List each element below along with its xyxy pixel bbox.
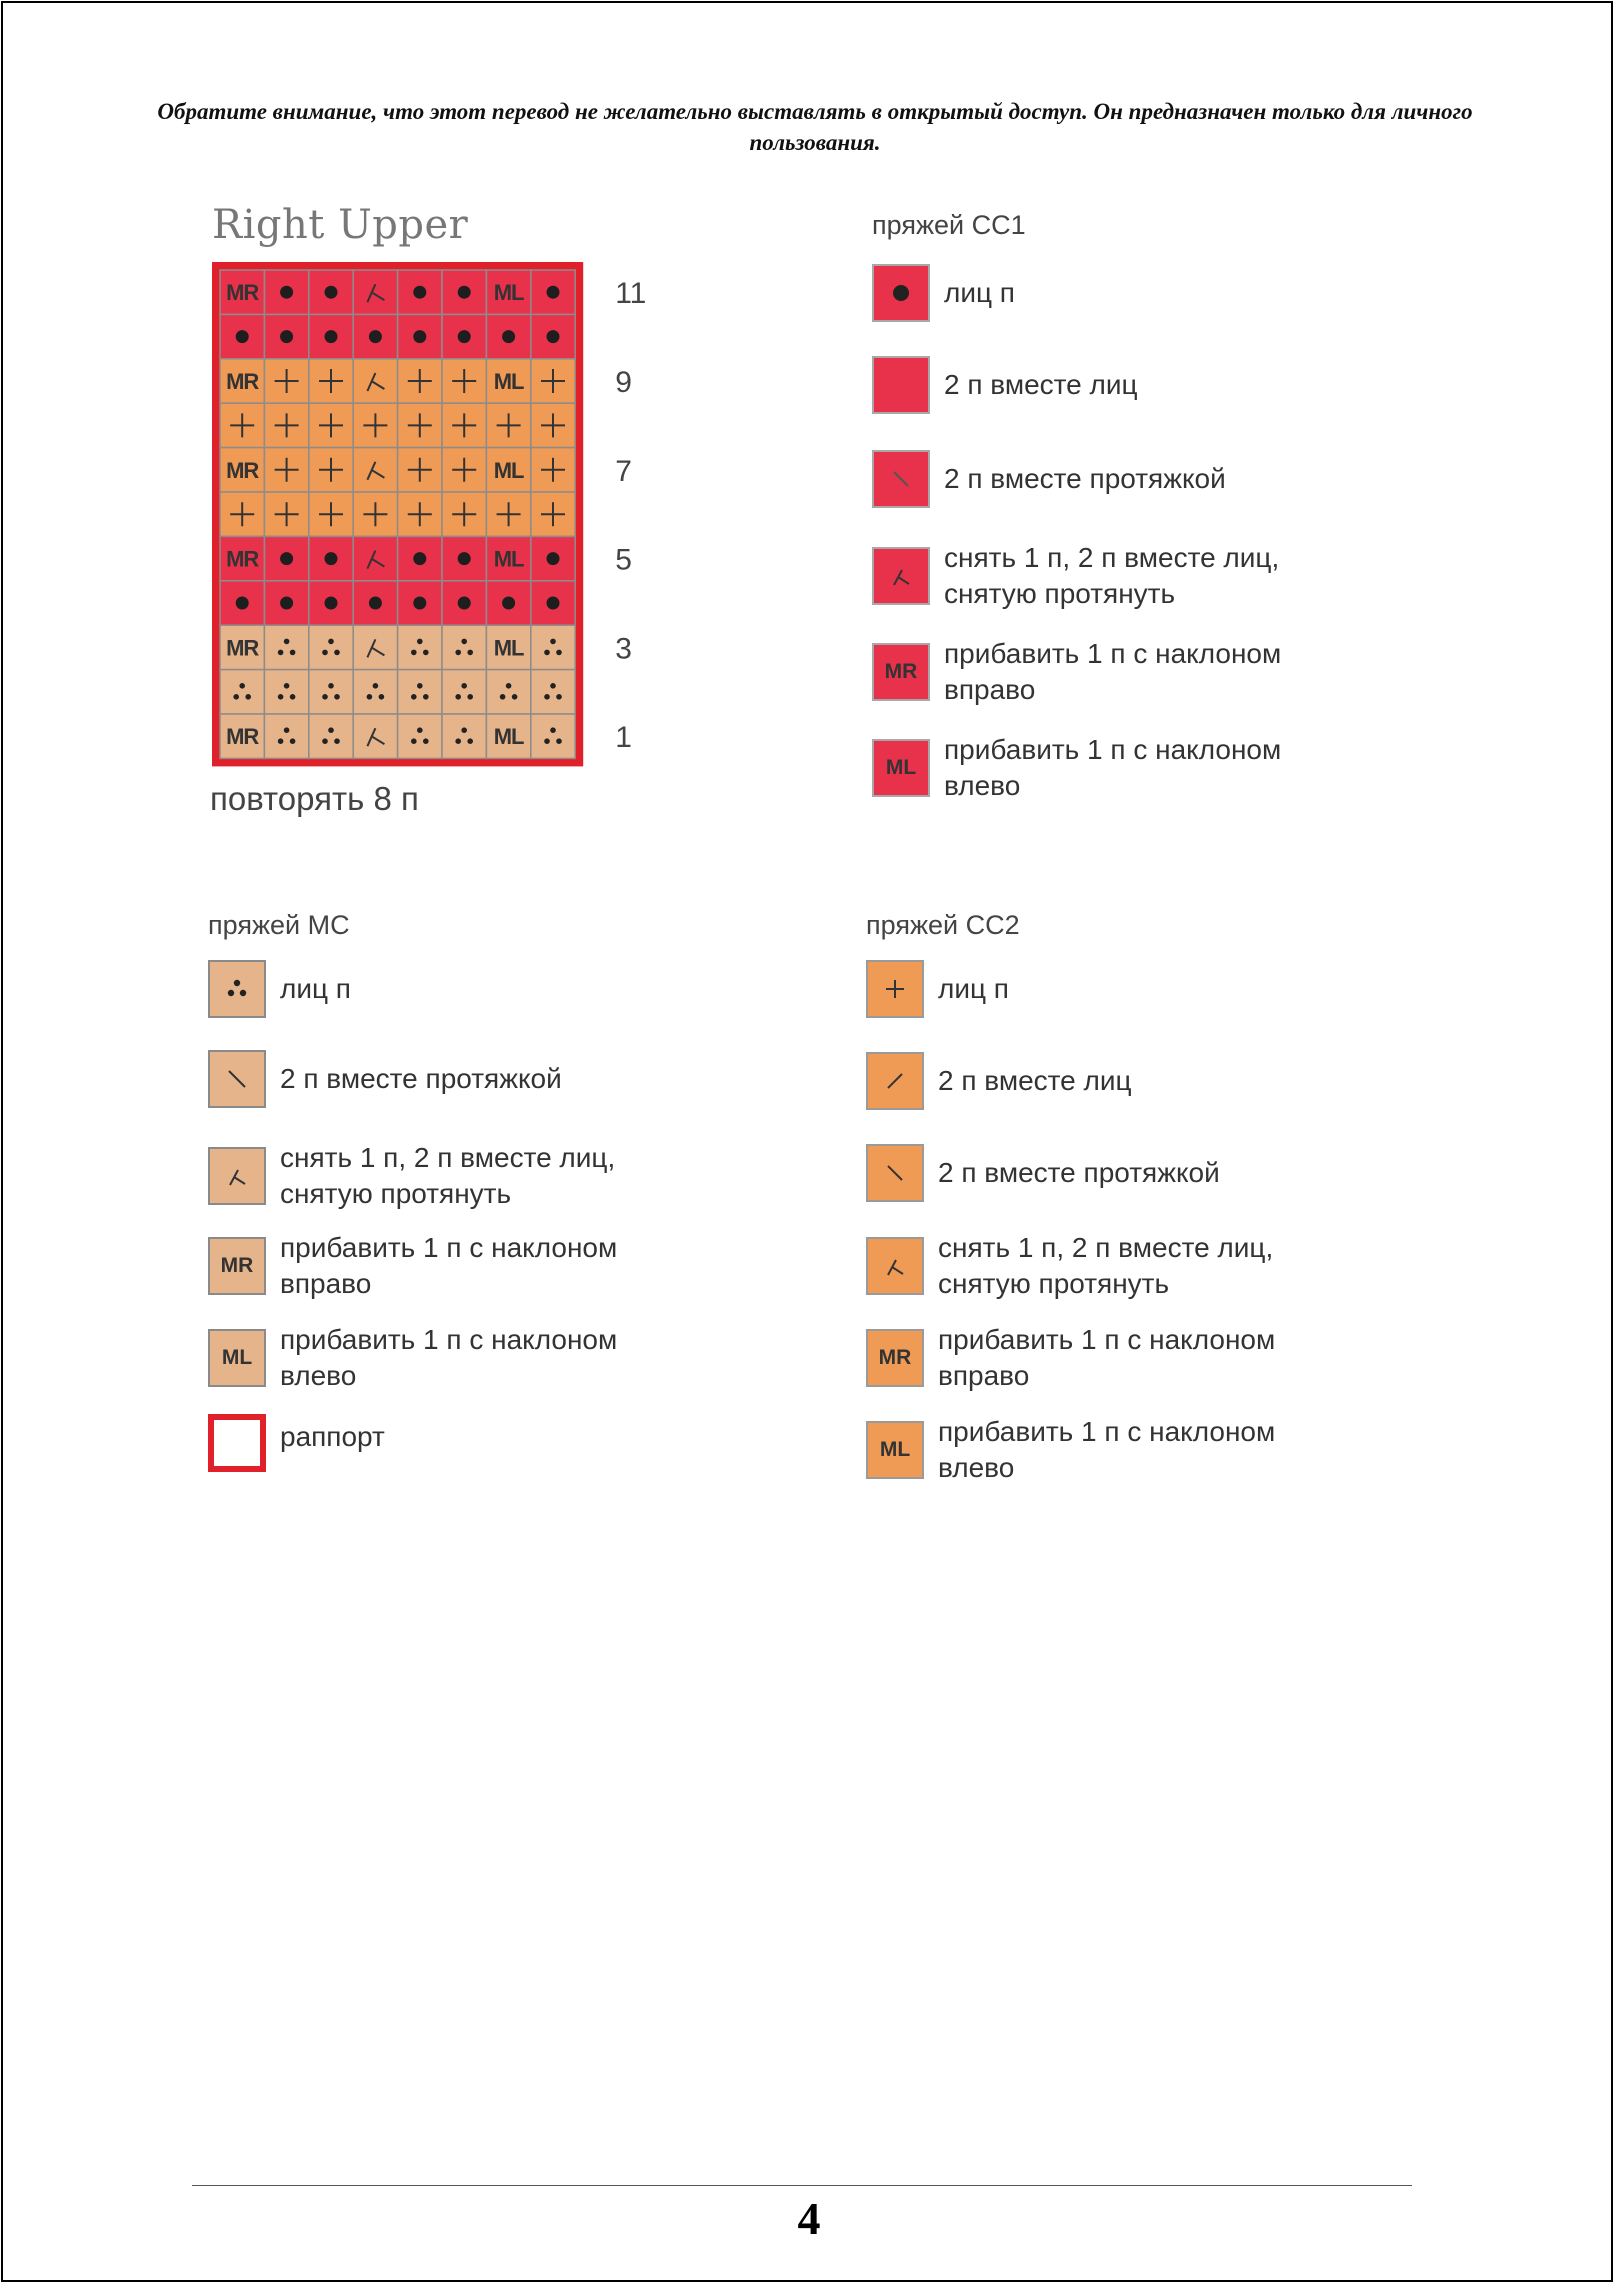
svg-text:ML: ML <box>493 280 524 306</box>
chart-cell-dot <box>442 314 486 358</box>
svg-text:MR: MR <box>226 724 259 750</box>
legend-cc1-ml <box>872 732 1281 804</box>
chart-cell-MR <box>220 536 264 580</box>
chart-cell-tri <box>442 714 486 758</box>
page-number: 4 <box>797 2193 821 2244</box>
svg-text:MR: MR <box>226 369 259 394</box>
chart-cell-dot <box>531 581 575 625</box>
row-number: 3 <box>615 632 632 666</box>
slip-decrease-icon <box>208 1147 266 1205</box>
legend-cc1 <box>872 210 1432 830</box>
chart-cell-plus <box>264 359 308 403</box>
svg-text:MR: MR <box>226 457 259 483</box>
chart-cell-tri <box>442 670 486 714</box>
legend-mc-ssk <box>208 1050 562 1108</box>
chart-cell-dot <box>442 581 486 625</box>
chart-cell-tri <box>264 670 308 714</box>
chart-cell-plus <box>309 359 353 403</box>
chart-cell-dot <box>309 314 353 358</box>
chart-cell-dot <box>309 536 353 580</box>
legend-cc1-knit <box>872 264 1015 322</box>
chart-cell-ML <box>486 714 530 758</box>
row-number: 9 <box>615 366 632 399</box>
chart-cell-tri <box>353 670 397 714</box>
legend-label: прибавить 1 п с наклоном влево <box>280 1324 618 1391</box>
legend-label: лиц п <box>280 973 351 1004</box>
chart-title: Right Upper <box>212 202 469 248</box>
legend-cc2-sk2p <box>866 1230 1273 1302</box>
legend-cc2-ssk <box>866 1144 1220 1202</box>
chart-cell-tri <box>486 670 530 714</box>
chart-cell-plus <box>398 448 442 492</box>
chart-cell-dot <box>486 581 530 625</box>
chart-cell-dot <box>353 581 397 625</box>
mr-icon: MR <box>208 1237 266 1295</box>
chart-cell-plus <box>486 492 530 536</box>
chart-cell-tri <box>531 670 575 714</box>
legend-label: лиц п <box>938 973 1009 1004</box>
legend-mc-sk2p <box>208 1140 615 1212</box>
chart-cell-slip <box>353 536 397 580</box>
svg-text:ML: ML <box>493 635 524 661</box>
ml-icon: ML <box>208 1329 266 1387</box>
legend-cc2-knit <box>866 960 1009 1018</box>
repeat-box-icon <box>208 1414 266 1472</box>
legend-label: 2 п вместе протяжкой <box>280 1063 562 1094</box>
legend-mc-mr <box>208 1230 617 1302</box>
chart-cell-dot <box>309 270 353 314</box>
chart-cell-slip <box>353 448 397 492</box>
chart-cell-plus <box>398 492 442 536</box>
chart-cell-dot <box>220 314 264 358</box>
translation-notice: Обратите внимание, что этот перевод не желательно выставлять в открытый доступ. Он предназначен только для личного пользования. <box>157 99 1473 155</box>
mr-icon: MR <box>866 1329 924 1387</box>
legend-label: 2 п вместе лиц <box>944 369 1138 400</box>
legend-cc1-title: пряжей СС1 <box>872 210 1026 240</box>
svg-text:ML: ML <box>493 369 524 394</box>
svg-text:MR: MR <box>226 280 259 306</box>
chart-cell-ML <box>486 448 530 492</box>
chart-cell-plus <box>442 403 486 447</box>
legend-cc1-k2tog <box>872 356 1138 414</box>
chart-cell-plus <box>264 448 308 492</box>
chart-cell-dot <box>442 270 486 314</box>
chart-cell-slip <box>353 270 397 314</box>
backslash-icon <box>208 1050 266 1108</box>
triple-dot-icon <box>208 960 266 1018</box>
chart-cell-plus <box>531 448 575 492</box>
chart-cell-dot <box>264 536 308 580</box>
chart-cell-plus <box>442 448 486 492</box>
legend-label: снять 1 п, 2 п вместе лиц, снятую протянуть <box>944 542 1280 609</box>
backslash-icon <box>866 1144 924 1202</box>
chart-cell-plus <box>309 448 353 492</box>
legend-cc2-ml <box>866 1414 1275 1486</box>
legend-label: прибавить 1 п с наклоном влево <box>944 734 1282 801</box>
chart-cell-slip <box>353 625 397 669</box>
svg-text:ML: ML <box>493 724 524 750</box>
chart-cell-dot <box>531 270 575 314</box>
legend-mc-ml <box>208 1322 617 1394</box>
chart-cell-tri <box>220 670 264 714</box>
blank-square-icon <box>872 356 930 414</box>
chart-cell-dot <box>486 314 530 358</box>
ml-icon: ML <box>866 1421 924 1479</box>
legend-label: 2 п вместе лиц <box>938 1065 1132 1096</box>
legend-cc1-mr <box>872 636 1281 708</box>
legend-cc2-title: пряжей СС2 <box>866 910 1020 940</box>
chart-cell-dot <box>398 314 442 358</box>
chart-cell-tri <box>309 714 353 758</box>
chart-cell-tri <box>264 714 308 758</box>
repeat-label: повторять 8 п <box>210 780 419 817</box>
chart-cell-plus <box>353 403 397 447</box>
chart-cell-MR <box>220 448 264 492</box>
chart-cell-plus <box>486 403 530 447</box>
backslash-icon <box>872 450 930 508</box>
chart-cell-plus <box>220 403 264 447</box>
chart-cell-dot <box>398 270 442 314</box>
legend-label: снять 1 п, 2 п вместе лиц, снятую протянуть <box>280 1142 616 1209</box>
chart-cell-plus <box>531 359 575 403</box>
svg-text:MR: MR <box>226 635 259 661</box>
chart-cell-tri <box>398 670 442 714</box>
chart-cell-tri <box>264 625 308 669</box>
row-number: 5 <box>615 543 632 577</box>
chart-cell-MR <box>220 359 264 403</box>
legend-label: снять 1 п, 2 п вместе лиц, снятую протянуть <box>938 1232 1274 1299</box>
row-number: 11 <box>615 277 647 311</box>
chart-cell-slip <box>353 714 397 758</box>
chart-cell-plus <box>531 403 575 447</box>
slash-icon <box>866 1052 924 1110</box>
chart-cell-tri <box>531 714 575 758</box>
legend-label: прибавить 1 п с наклоном вправо <box>944 638 1282 705</box>
chart-cell-plus <box>442 492 486 536</box>
row-number: 1 <box>615 721 632 755</box>
legend-cc2-k2tog <box>866 1052 1132 1110</box>
mr-icon: MR <box>872 643 930 701</box>
chart-cell-dot <box>531 314 575 358</box>
chart-cell-MR <box>220 714 264 758</box>
legend-mc <box>208 910 768 1490</box>
chart-cell-dot <box>353 314 397 358</box>
chart-cell-dot <box>264 581 308 625</box>
chart-cell-dot <box>264 314 308 358</box>
legend-cc1-sk2p <box>872 540 1279 612</box>
chart-cell-plus <box>531 492 575 536</box>
chart-cell-plus <box>220 492 264 536</box>
chart-cell-plus <box>442 359 486 403</box>
svg-text:MR: MR <box>226 546 259 572</box>
legend-label: лиц п <box>944 277 1015 308</box>
chart-cell-dot <box>398 536 442 580</box>
chart-cell-dot <box>531 536 575 580</box>
chart-cell-plus <box>398 403 442 447</box>
chart-cell-ML <box>486 536 530 580</box>
chart-cell-ML <box>486 270 530 314</box>
chart-cell-dot <box>309 581 353 625</box>
chart-cell-plus <box>309 492 353 536</box>
chart-cell-tri <box>442 625 486 669</box>
legend-cc2-mr <box>866 1322 1275 1394</box>
slip-decrease-icon <box>866 1237 924 1295</box>
slip-decrease-icon <box>872 547 930 605</box>
chart-cell-plus <box>264 403 308 447</box>
chart-cell-plus <box>264 492 308 536</box>
chart-cell-slip <box>353 359 397 403</box>
chart-cell-ML <box>486 625 530 669</box>
legend-mc-title: пряжей МС <box>208 910 350 940</box>
chart-cell-plus <box>398 359 442 403</box>
svg-text:ML: ML <box>493 457 524 483</box>
chart-cell-MR <box>220 625 264 669</box>
chart-cell-tri <box>309 670 353 714</box>
legend-label: раппорт <box>280 1421 385 1452</box>
svg-text:ML: ML <box>493 546 524 572</box>
legend-label: прибавить 1 п с наклоном влево <box>938 1416 1276 1483</box>
chart-cell-ML <box>486 359 530 403</box>
chart-cell-tri <box>531 625 575 669</box>
chart-cell-tri <box>398 625 442 669</box>
footer-divider <box>192 2185 1412 2186</box>
legend-label: прибавить 1 п с наклоном вправо <box>938 1324 1276 1391</box>
knitting-chart <box>212 262 692 772</box>
legend-cc1-ssk <box>872 450 1226 508</box>
chart-cell-plus <box>309 403 353 447</box>
legend-label: 2 п вместе протяжкой <box>938 1157 1220 1188</box>
legend-cc2 <box>866 910 1426 1490</box>
chart-cell-dot <box>442 536 486 580</box>
chart-cell-tri <box>398 714 442 758</box>
chart-cell-dot <box>220 581 264 625</box>
plus-icon <box>866 960 924 1018</box>
legend-mc-knit <box>208 960 351 1018</box>
chart-cell-MR <box>220 270 264 314</box>
chart-cell-dot <box>264 270 308 314</box>
dot-icon <box>872 264 930 322</box>
chart-cell-dot <box>398 581 442 625</box>
legend-mc-repeat <box>208 1414 385 1472</box>
chart-cell-plus <box>353 492 397 536</box>
legend-label: 2 п вместе протяжкой <box>944 463 1226 494</box>
legend-label: прибавить 1 п с наклоном вправо <box>280 1232 618 1299</box>
row-number: 7 <box>615 454 632 488</box>
chart-cell-tri <box>309 625 353 669</box>
ml-icon: ML <box>872 739 930 797</box>
